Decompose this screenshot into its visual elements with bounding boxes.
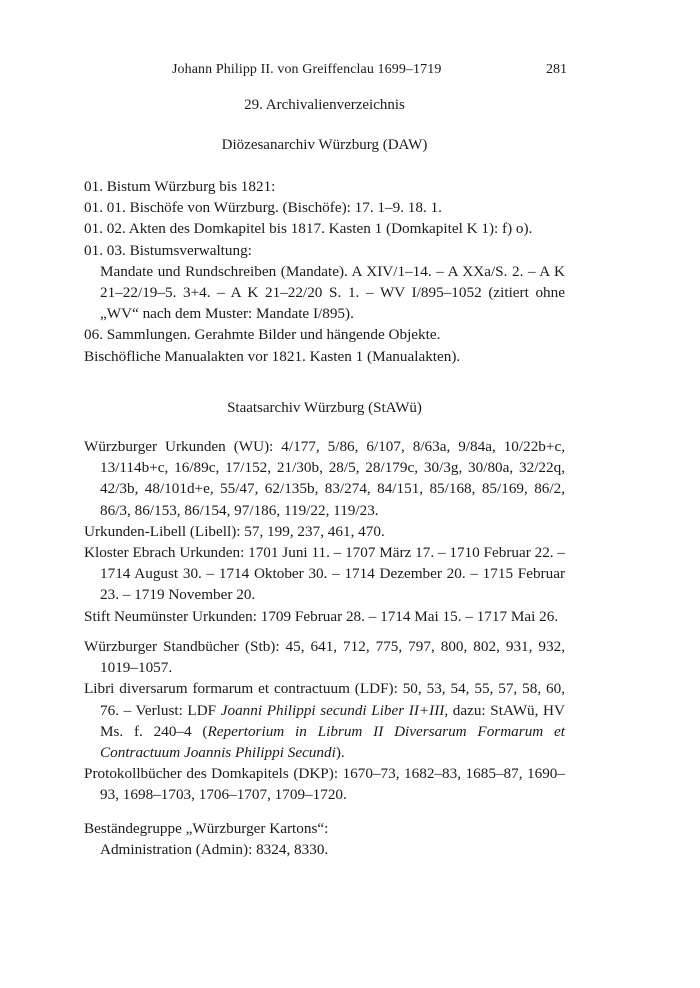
stawu-list-b [84, 636, 565, 806]
stawu-heading: Staatsarchiv Würzburg (StAWü) [227, 400, 422, 416]
daw-list [84, 176, 565, 367]
daw-mandate-entry: Mandate und Rundschreiben (Mandate). A XIV/1–14. – A XXa/S. 2. – A K 21–22/19–5. 3+4. – A K 21–22/20 S. 1. – WV I/895–1052 (zitiert ohne „WV“ nach dem Muster: Mandate I/895). [100, 262, 565, 323]
libri-entry [84, 678, 565, 763]
stawu-entry: Kloster Ebrach Urkunden: 1701 Juni 11. – 1707 März 17. – 1710 Februar 22. – 1714 August 30. – 1714 Oktober 30. – 1714 Dezember 20. – 1715 Februar 23. – 1719 November 20. [84, 544, 565, 604]
daw-heading: Diözesanarchiv Würzburg (DAW) [221, 137, 428, 153]
stawu-entry: Würzburger Urkunden (WU): 4/177, 5/86, 6/107, 8/63a, 9/84a, 10/22b+c, 13/114b+c, 16/89c, 17/152, 21/30b, 28/5, 28/179c, 30/3g, 30/80a, 32/22q, 42/3b, 48/101d+e, 55/47, 62/135b, 83/274, 84/151, 85/168, 85/169, 86/2, 86/3, 86/153, 86/154, 97/186, 119/22, 119/23. [84, 438, 565, 519]
protokoll-entry: Protokollbücher des Domkapitels (DKP): 1670–73, 1682–83, 1685–87, 1690–93, 1698–1703, 1706–1707, 1709–1720. [84, 765, 565, 804]
standbuecher-entry: Würzburger Standbücher (Stb): 45, 641, 712, 775, 797, 800, 802, 931, 932, 1019–1057. [84, 638, 565, 677]
stawu-list-a [84, 436, 565, 627]
section-title: 29. Archivalienverzeichnis [244, 97, 405, 113]
daw-line: 01. 03. Bistumsverwaltung: [84, 241, 252, 259]
daw-line: 01. 01. Bischöfe von Würzburg. (Bischöfe): 17. 1–9. 18. 1. [84, 199, 442, 217]
daw-line: Bischöfliche Manualakten vor 1821. Kasten 1 (Manualakten). [84, 347, 461, 365]
daw-line: 06. Sammlungen. Gerahmte Bilder und hängende Objekte. [84, 326, 441, 344]
kartons-block [84, 818, 565, 860]
libri-middle: , dazu: StAWü, HV Ms. f. 240–4 ( [100, 701, 565, 740]
libri-repertorium-title: Repertorium in Librum II Diversarum Formarum et Contractuum Joannis Philippi Secundi [100, 722, 566, 762]
stawu-entry: Stift Neumünster Urkunden: 1709 Februar 28. – 1714 Mai 15. – 1717 Mai 26. [84, 607, 559, 625]
kartons-item: Administration (Admin): 8324, 8330. [100, 841, 329, 859]
page-number: 281 [546, 62, 567, 77]
kartons-heading: Beständegruppe „Würzburger Kartons“: [84, 820, 329, 837]
running-title: Johann Philipp II. von Greiffenclau 1699–1719 [172, 62, 442, 77]
libri-italic-title: Joanni Philippi secundi Liber II+III [220, 701, 445, 719]
libri-prefix: Libri diversarum formarum et contractuum (LDF): 50, 53, 54, 55, 57, 58, 60, 76. – Verlust: LDF [84, 680, 565, 719]
daw-line: 01. 02. Akten des Domkapitel bis 1817. Kasten 1 (Domkapitel K 1): f) o). [84, 220, 533, 238]
libri-suffix: ). [335, 744, 345, 762]
daw-line: 01. Bistum Würzburg bis 1821: [84, 178, 276, 195]
stawu-entry: Urkunden-Libell (Libell): 57, 199, 237, 461, 470. [84, 522, 385, 540]
